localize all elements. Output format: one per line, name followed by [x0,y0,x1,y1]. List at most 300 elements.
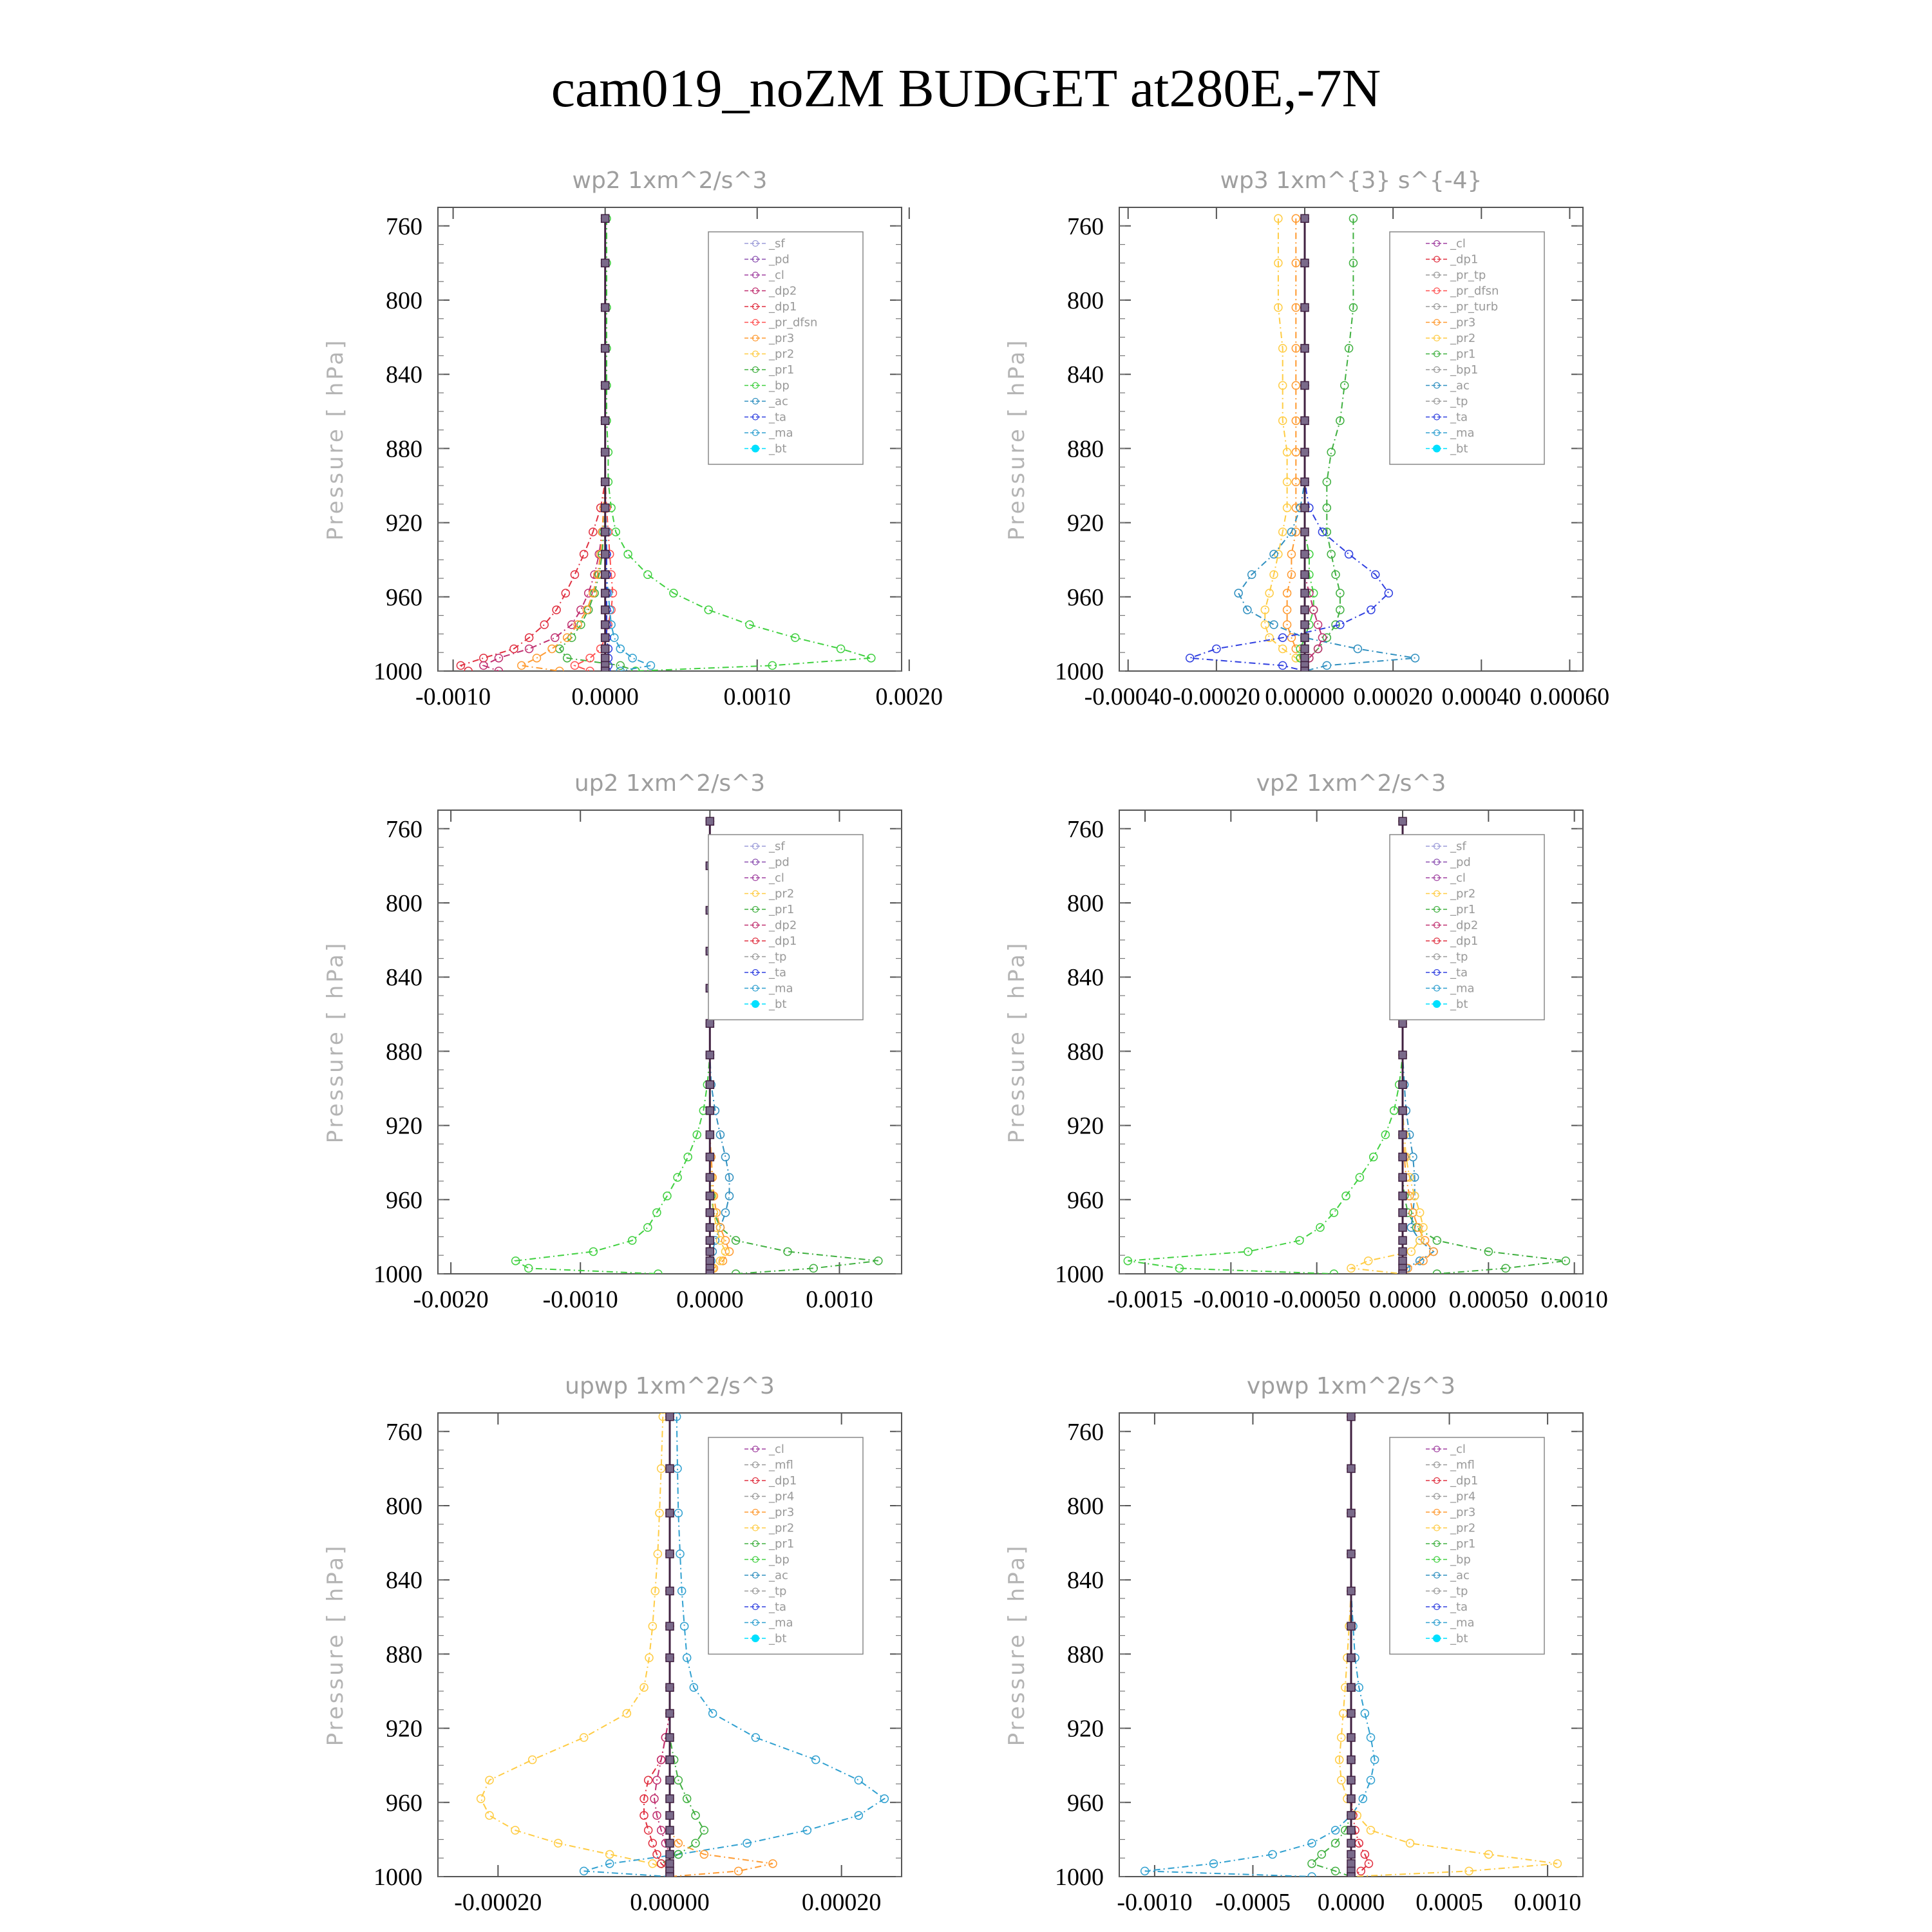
data-point [601,259,609,267]
legend-label: _ma [1450,1616,1475,1630]
data-point [1356,1173,1363,1181]
x-tick-label: 0.0010 [806,1286,873,1313]
data-point [1399,1209,1406,1217]
series-line-pr3 [522,218,605,671]
series-line-tp [1238,218,1415,671]
data-point [1347,1550,1355,1558]
panel-title: vp2 1xm^2/s^3 [1256,770,1446,797]
y-tick-label: 760 [386,815,422,843]
legend-label: _pr_dfsn [769,316,818,330]
data-point [666,1683,674,1691]
data-point [1399,1153,1406,1161]
data-point [601,645,609,652]
y-tick-label: 1000 [374,658,422,685]
y-tick-label: 880 [1067,1641,1104,1669]
data-point [1301,589,1309,597]
data-point [601,504,609,512]
data-point [666,1873,674,1880]
data-point [855,1776,862,1784]
data-point [666,1622,674,1630]
x-tick-label: -0.0010 [542,1286,618,1313]
data-point [1301,634,1309,641]
y-tick-label: 840 [1067,964,1104,992]
data-point [601,528,609,536]
series-line-pr1 [1265,218,1305,671]
y-tick-label: 1000 [1055,1864,1104,1891]
legend [1390,835,1544,1020]
data-point [1347,1587,1355,1595]
data-point [601,551,609,558]
data-point [706,1051,714,1059]
legend-label: _bt [769,998,787,1011]
y-axis-label: Pressure [ hPa] [1004,1543,1030,1747]
legend-label: _sf [769,840,785,853]
data-point [1399,1131,1406,1139]
panel-title: upwp 1xm^2/s^3 [565,1373,775,1399]
legend-label: _ta [1450,410,1468,424]
legend-label: _pr1 [769,903,795,916]
legend-label: _pr_turb [1450,300,1499,314]
legend-label: _pr2 [1450,1521,1476,1535]
legend-label: _dp2 [1450,918,1479,933]
y-tick-label: 840 [386,1567,422,1595]
data-point [1308,1860,1316,1868]
legend-label: _dp2 [769,284,797,298]
data-point [1213,645,1220,652]
legend-label: _pr2 [1450,887,1476,901]
data-point [601,448,609,456]
legend-label: _sf [769,237,785,251]
data-point [1399,1224,1406,1231]
data-point [706,1192,714,1200]
legend-label: _cl [1450,1443,1466,1456]
data-point [674,1173,681,1181]
data-point [1301,645,1309,652]
data-point [666,1850,674,1858]
y-tick-label: 760 [1067,213,1104,240]
series-line-pr1 [560,218,636,671]
data-point [706,1081,714,1088]
data-point [674,1464,681,1472]
data-point [1367,606,1375,614]
legend-label: _ta [769,1600,787,1614]
data-point [1301,528,1309,536]
legend-label: _ma [769,426,793,440]
data-point [706,1173,714,1181]
x-tick-label: 0.00050 [1448,1286,1529,1313]
data-point [666,1654,674,1662]
data-point [1399,1107,1406,1115]
legend-label: _bt [1450,998,1468,1011]
legend-label: _pr2 [1450,332,1476,345]
data-point [666,1776,674,1784]
data-point [1292,381,1300,389]
data-point [1367,1826,1375,1834]
legend-label: _bp [769,379,790,393]
data-point [1347,1850,1355,1858]
data-point [1301,304,1309,312]
legend-label: _mfl [1450,1458,1475,1472]
data-point [706,1153,714,1161]
data-point [1357,1867,1365,1875]
legend-marker [1433,1000,1441,1008]
data-point [1399,1173,1406,1181]
data-point [666,1413,674,1421]
data-point [1301,259,1309,267]
x-tick-label: -0.00040 [1084,683,1172,710]
data-point [706,1270,714,1278]
data-point [1347,1683,1355,1691]
data-point [1347,1710,1355,1718]
data-point [526,645,533,652]
data-point [1301,214,1309,222]
data-point [649,1839,656,1847]
panel-5 [323,1373,902,1916]
data-point [644,571,652,578]
data-point [1270,621,1278,629]
data-point [666,1734,674,1741]
panel-1 [323,167,943,710]
legend-label: _pr1 [769,1537,795,1551]
series-line-pr1 [481,1417,670,1877]
legend-label: _mfl [769,1458,793,1472]
legend-label: _ma [769,1616,793,1630]
y-tick-label: 800 [386,1493,422,1520]
data-point [586,654,594,662]
data-point [1347,1873,1355,1880]
x-tick-label: 0.0010 [723,683,791,710]
y-tick-label: 760 [1067,815,1104,843]
data-point [658,1464,665,1472]
series-group [1186,214,1419,675]
data-point [1314,621,1322,629]
legend-label: _pr1 [1450,347,1476,361]
data-point [666,1510,674,1517]
y-tick-label: 1000 [374,1261,422,1288]
legend-label: _bt [1450,1632,1468,1645]
legend-label: _dp1 [769,300,797,314]
data-point [684,1153,692,1161]
legend-label: _dp2 [769,918,797,933]
data-point [692,1839,699,1847]
data-point [1399,1270,1406,1278]
legend-marker [752,1634,759,1642]
data-point [1301,345,1309,352]
x-tick-label: 0.00040 [1441,683,1522,710]
data-point [1301,381,1309,389]
x-tick-label: -0.0020 [413,1286,489,1313]
data-point [540,621,548,629]
data-point [1327,448,1335,456]
legend-label: _ac [769,395,788,408]
data-point [716,1236,724,1244]
data-point [601,621,609,629]
data-point [681,1622,688,1630]
legend-label: _bp [769,1553,790,1567]
legend-label: _tp [1450,1584,1468,1598]
legend-marker [1433,1634,1441,1642]
x-tick-label: 0.00000 [630,1889,710,1916]
x-tick-label: -0.00020 [1172,683,1260,710]
panel-title: wp2 1xm^2/s^3 [572,167,768,194]
series-line-dp2 [484,218,605,671]
data-point [706,1257,714,1265]
data-point [1347,1826,1355,1834]
legend-label: _bt [1450,442,1468,456]
legend [1390,232,1544,464]
legend-label: _bt [769,442,787,456]
legend-label: _dp1 [1450,252,1479,267]
data-point [1399,1236,1406,1244]
series-line-ta [1190,218,1389,671]
legend-label: _ma [1450,426,1475,440]
data-point [1347,1812,1355,1819]
legend-label: _ac [1450,379,1470,393]
legend-label: _pd [769,252,790,267]
data-point [1301,621,1309,629]
data-point [1347,1795,1355,1803]
legend-label: _pr4 [1450,1490,1476,1504]
legend-label: _bp1 [1450,363,1479,377]
data-point [666,1464,674,1472]
data-point [601,478,609,486]
legend-label: _ta [769,410,787,424]
data-point [1399,817,1406,825]
y-axis-label: Pressure [ hPa] [1004,337,1030,541]
y-tick-label: 840 [386,361,422,389]
legend-label: _pr3 [1450,316,1476,330]
data-point [616,645,624,652]
data-point [1416,1236,1424,1244]
data-point [480,654,488,662]
y-tick-label: 960 [386,583,422,611]
data-point [580,551,588,558]
data-point [1301,448,1309,456]
legend-label: _pr1 [1450,1537,1476,1551]
data-point [1367,1776,1375,1784]
y-tick-label: 760 [386,1418,422,1446]
x-tick-label: 0.0000 [1317,1889,1385,1916]
x-tick-label: -0.0010 [415,683,491,710]
x-tick-label: 0.00020 [1353,683,1433,710]
legend-label: _ac [769,1569,788,1582]
legend-label: _pr3 [1450,1506,1476,1519]
series-line-dp1 [516,821,710,1274]
series-line-pr3 [1287,218,1305,671]
data-point [666,1826,674,1834]
x-tick-label: 0.00020 [801,1889,882,1916]
legend-label: _cl [769,871,784,885]
data-point [1347,1510,1355,1517]
y-tick-label: 920 [1067,509,1104,537]
legend [708,835,863,1020]
data-point [601,381,609,389]
y-tick-label: 960 [1067,583,1104,611]
data-point [752,1734,759,1741]
series-line-bp [1312,1417,1351,1877]
legend-label: _pd [769,855,790,869]
data-point [1301,654,1309,662]
x-tick-label: -0.0005 [1215,1889,1291,1916]
data-point [601,606,609,614]
legend [708,1437,863,1654]
y-axis-label: Pressure [ hPa] [323,1543,348,1747]
y-tick-label: 920 [386,509,422,537]
data-point [601,304,609,312]
y-tick-label: 960 [386,1186,422,1214]
data-point [1318,1850,1325,1858]
legend-marker [1433,445,1441,453]
legend-label: _ma [769,981,793,996]
y-tick-label: 920 [1067,1112,1104,1140]
legend-label: _ta [1450,1600,1468,1614]
data-point [1347,1756,1355,1764]
legend-label: _pr2 [769,887,795,901]
data-point [706,1107,714,1115]
data-point [1301,606,1309,614]
data-point [666,1587,674,1595]
y-tick-label: 840 [1067,1567,1104,1595]
y-axis-label: Pressure [ hPa] [323,337,348,541]
legend-label: _ta [1450,966,1468,980]
data-point [666,1860,674,1868]
data-point [1330,1209,1338,1217]
series-line-dp1 [1128,821,1403,1274]
y-tick-label: 840 [1067,361,1104,389]
data-point [1354,645,1361,652]
legend-label: _cl [769,269,784,282]
y-tick-label: 960 [386,1789,422,1817]
data-point [1301,667,1309,675]
y-tick-label: 880 [1067,1038,1104,1066]
data-point [1399,1192,1406,1200]
data-point [1301,571,1309,578]
legend-label: _pr2 [769,1521,795,1535]
legend-marker [752,445,759,453]
y-tick-label: 760 [386,213,422,240]
data-point [1338,1734,1345,1741]
x-tick-label: 0.0005 [1416,1889,1483,1916]
legend-label: _sf [1450,840,1466,853]
data-point [645,1826,652,1834]
data-point [706,1209,714,1217]
panel-title: wp3 1xm^{3} s^{-4} [1220,167,1482,194]
legend-label: _dp1 [1450,934,1479,948]
panel-3 [323,770,902,1313]
data-point [666,1710,674,1718]
figure-title: cam019_noZM BUDGET at280E,-7N [551,59,1381,118]
data-point [666,1839,674,1847]
data-point [601,571,609,578]
x-tick-label: -0.00050 [1273,1286,1361,1313]
y-tick-label: 800 [1067,287,1104,314]
legend-label: _pr2 [769,347,795,361]
y-tick-label: 920 [1067,1715,1104,1743]
y-axis-label: Pressure [ hPa] [1004,940,1030,1144]
data-point [1347,1464,1355,1472]
y-tick-label: 760 [1067,1418,1104,1446]
panel-6 [1004,1373,1583,1916]
x-tick-label: 0.0000 [676,1286,744,1313]
y-tick-label: 800 [1067,1493,1104,1520]
data-point [706,817,714,825]
data-point [666,1795,674,1803]
legend-label: _dp1 [769,1474,797,1488]
data-point [692,1812,699,1819]
data-point [644,1224,652,1231]
legend-label: _pr4 [769,1490,795,1504]
data-point [1347,1734,1355,1741]
legend-label: _cl [1450,871,1466,885]
x-tick-label: 0.0010 [1513,1889,1582,1916]
legend-label: _pr_dfsn [1450,284,1499,298]
x-tick-label: -0.0010 [1193,1286,1269,1313]
data-point [562,589,569,597]
data-point [601,417,609,424]
data-point [1562,1257,1569,1265]
data-point [1345,551,1353,558]
data-point [706,1131,714,1139]
data-point [706,1224,714,1231]
x-tick-label: -0.0010 [1117,1889,1193,1916]
legend-label: _pr3 [769,1506,795,1519]
data-point [1399,1247,1406,1255]
data-point [1399,1019,1406,1027]
data-point [706,1247,714,1255]
data-point [1279,381,1287,389]
panel-4 [1004,770,1608,1313]
data-point [1301,551,1309,558]
data-point [601,214,609,222]
legend [1390,1437,1544,1654]
legend-label: _pr_tp [1450,269,1486,282]
x-tick-label: 0.0000 [1368,1286,1437,1313]
data-point [1406,1839,1414,1847]
y-tick-label: 800 [386,287,422,314]
data-point [601,589,609,597]
data-point [1347,1413,1355,1421]
y-tick-label: 880 [386,1641,422,1669]
x-tick-label: -0.0015 [1107,1286,1183,1313]
legend-label: _pd [1450,855,1471,869]
y-axis-label: Pressure [ hPa] [323,940,348,1144]
data-point [1347,1622,1355,1630]
data-point [1347,1860,1355,1868]
x-tick-label: 0.00000 [1265,683,1345,710]
data-point [1292,645,1300,652]
x-tick-label: 0.0000 [571,683,639,710]
legend [708,232,863,464]
data-point [624,551,632,558]
y-tick-label: 920 [386,1715,422,1743]
y-tick-label: 1000 [1055,658,1104,685]
panel-title: vpwp 1xm^2/s^3 [1246,1373,1456,1399]
series-line-pr4 [644,1417,670,1877]
series-line-dp1 [654,1417,670,1877]
y-tick-label: 960 [1067,1186,1104,1214]
legend-label: _ta [769,966,787,980]
legend-label: _pr1 [1450,903,1476,916]
data-point [629,654,636,662]
x-tick-label: 0.00060 [1530,683,1610,710]
x-tick-label: -0.00020 [454,1889,542,1916]
data-point [601,667,609,675]
legend-label: _tp [1450,950,1468,964]
y-tick-label: 1000 [374,1864,422,1891]
panel-2 [1004,167,1609,710]
data-point [551,634,559,641]
data-point [486,1812,493,1819]
